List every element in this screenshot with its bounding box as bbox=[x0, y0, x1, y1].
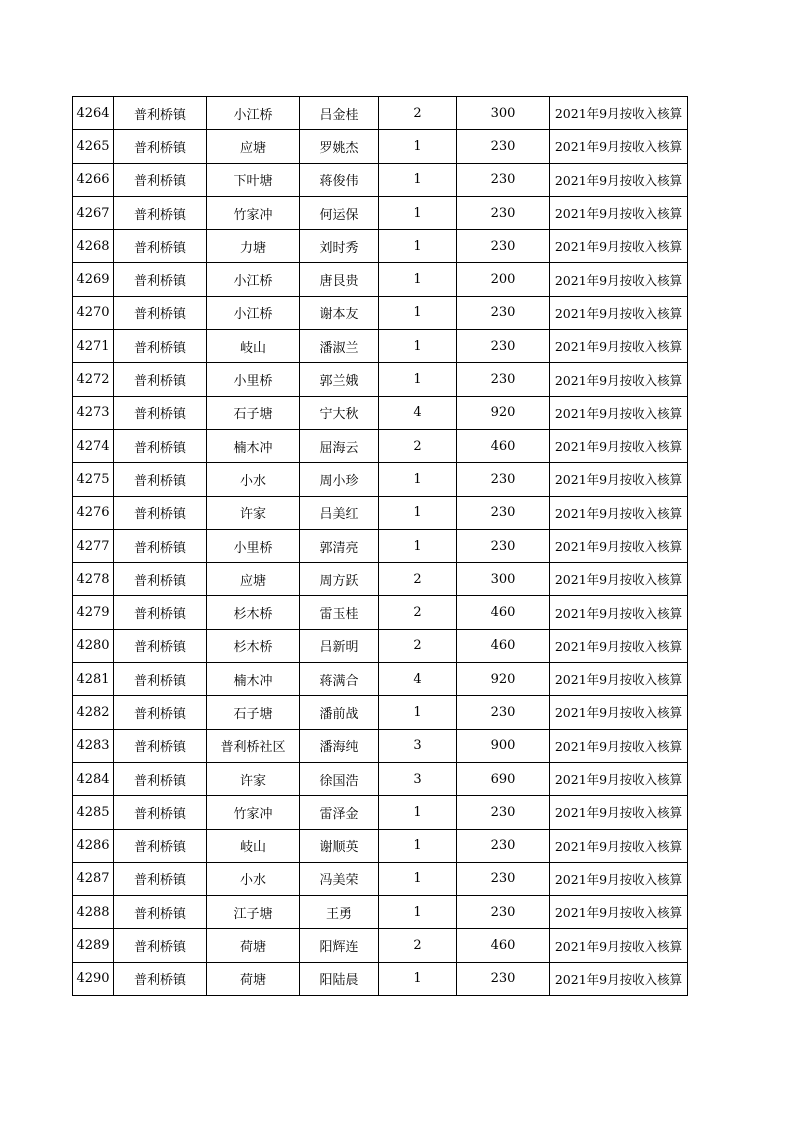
amount-cell: 230 bbox=[457, 696, 550, 729]
row-number-cell: 4279 bbox=[73, 596, 114, 629]
town-cell: 普利桥镇 bbox=[114, 663, 207, 696]
village-cell: 小水 bbox=[207, 463, 300, 496]
note-cell: 2021年9月按收入核算 bbox=[550, 296, 688, 329]
table-row bbox=[73, 962, 688, 995]
name-cell: 冯美荣 bbox=[300, 862, 379, 895]
amount-cell: 460 bbox=[457, 629, 550, 662]
household-count-cell: 1 bbox=[379, 363, 457, 396]
note-cell: 2021年9月按收入核算 bbox=[550, 496, 688, 529]
town-cell: 普利桥镇 bbox=[114, 962, 207, 995]
note-cell: 2021年9月按收入核算 bbox=[550, 529, 688, 562]
name-cell: 吕新明 bbox=[300, 629, 379, 662]
row-number-cell: 4273 bbox=[73, 396, 114, 429]
household-count-cell: 1 bbox=[379, 463, 457, 496]
amount-cell: 230 bbox=[457, 829, 550, 862]
table-row bbox=[73, 862, 688, 895]
household-count-cell: 1 bbox=[379, 962, 457, 995]
household-count-cell: 2 bbox=[379, 563, 457, 596]
name-cell: 吕美红 bbox=[300, 496, 379, 529]
household-count-cell: 1 bbox=[379, 896, 457, 929]
amount-cell: 230 bbox=[457, 130, 550, 163]
name-cell: 吕金桂 bbox=[300, 97, 379, 130]
name-cell: 唐艮贵 bbox=[300, 263, 379, 296]
town-cell: 普利桥镇 bbox=[114, 896, 207, 929]
name-cell: 宁大秋 bbox=[300, 396, 379, 429]
name-cell: 潘前战 bbox=[300, 696, 379, 729]
row-number-cell: 4266 bbox=[73, 163, 114, 196]
household-count-cell: 1 bbox=[379, 529, 457, 562]
row-number-cell: 4268 bbox=[73, 230, 114, 263]
household-count-cell: 1 bbox=[379, 862, 457, 895]
amount-cell: 900 bbox=[457, 729, 550, 762]
town-cell: 普利桥镇 bbox=[114, 929, 207, 962]
row-number-cell: 4265 bbox=[73, 130, 114, 163]
row-number-cell: 4285 bbox=[73, 796, 114, 829]
amount-cell: 230 bbox=[457, 962, 550, 995]
note-cell: 2021年9月按收入核算 bbox=[550, 896, 688, 929]
row-number-cell: 4278 bbox=[73, 563, 114, 596]
row-number-cell: 4287 bbox=[73, 862, 114, 895]
amount-cell: 200 bbox=[457, 263, 550, 296]
household-count-cell: 2 bbox=[379, 629, 457, 662]
household-count-cell: 1 bbox=[379, 230, 457, 263]
name-cell: 蒋满合 bbox=[300, 663, 379, 696]
note-cell: 2021年9月按收入核算 bbox=[550, 330, 688, 363]
household-count-cell: 4 bbox=[379, 396, 457, 429]
village-cell: 岐山 bbox=[207, 829, 300, 862]
name-cell: 阳陆晨 bbox=[300, 962, 379, 995]
name-cell: 罗姚杰 bbox=[300, 130, 379, 163]
row-number-cell: 4269 bbox=[73, 263, 114, 296]
row-number-cell: 4284 bbox=[73, 762, 114, 795]
note-cell: 2021年9月按收入核算 bbox=[550, 363, 688, 396]
town-cell: 普利桥镇 bbox=[114, 396, 207, 429]
town-cell: 普利桥镇 bbox=[114, 330, 207, 363]
table-row bbox=[73, 563, 688, 596]
name-cell: 何运保 bbox=[300, 196, 379, 229]
amount-cell: 300 bbox=[457, 97, 550, 130]
name-cell: 徐国浩 bbox=[300, 762, 379, 795]
table-row bbox=[73, 729, 688, 762]
table-row bbox=[73, 196, 688, 229]
household-count-cell: 3 bbox=[379, 762, 457, 795]
table-row bbox=[73, 163, 688, 196]
amount-cell: 920 bbox=[457, 663, 550, 696]
amount-cell: 460 bbox=[457, 596, 550, 629]
note-cell: 2021年9月按收入核算 bbox=[550, 796, 688, 829]
village-cell: 力塘 bbox=[207, 230, 300, 263]
village-cell: 普利桥社区 bbox=[207, 729, 300, 762]
household-count-cell: 2 bbox=[379, 429, 457, 462]
name-cell: 郭兰娥 bbox=[300, 363, 379, 396]
village-cell: 应塘 bbox=[207, 563, 300, 596]
name-cell: 屈海云 bbox=[300, 429, 379, 462]
row-number-cell: 4288 bbox=[73, 896, 114, 929]
row-number-cell: 4286 bbox=[73, 829, 114, 862]
household-count-cell: 4 bbox=[379, 663, 457, 696]
note-cell: 2021年9月按收入核算 bbox=[550, 962, 688, 995]
note-cell: 2021年9月按收入核算 bbox=[550, 230, 688, 263]
table-row bbox=[73, 629, 688, 662]
household-count-cell: 1 bbox=[379, 829, 457, 862]
row-number-cell: 4290 bbox=[73, 962, 114, 995]
town-cell: 普利桥镇 bbox=[114, 796, 207, 829]
household-count-cell: 2 bbox=[379, 596, 457, 629]
row-number-cell: 4270 bbox=[73, 296, 114, 329]
amount-cell: 690 bbox=[457, 762, 550, 795]
town-cell: 普利桥镇 bbox=[114, 729, 207, 762]
village-cell: 杉木桥 bbox=[207, 596, 300, 629]
village-cell: 江子塘 bbox=[207, 896, 300, 929]
row-number-cell: 4264 bbox=[73, 97, 114, 130]
amount-cell: 230 bbox=[457, 862, 550, 895]
town-cell: 普利桥镇 bbox=[114, 97, 207, 130]
amount-cell: 230 bbox=[457, 330, 550, 363]
table-row bbox=[73, 296, 688, 329]
household-count-cell: 2 bbox=[379, 929, 457, 962]
village-cell: 小江桥 bbox=[207, 296, 300, 329]
amount-cell: 300 bbox=[457, 563, 550, 596]
name-cell: 周方跃 bbox=[300, 563, 379, 596]
amount-cell: 230 bbox=[457, 196, 550, 229]
note-cell: 2021年9月按收入核算 bbox=[550, 130, 688, 163]
table-row bbox=[73, 230, 688, 263]
row-number-cell: 4267 bbox=[73, 196, 114, 229]
town-cell: 普利桥镇 bbox=[114, 230, 207, 263]
household-count-cell: 1 bbox=[379, 696, 457, 729]
note-cell: 2021年9月按收入核算 bbox=[550, 862, 688, 895]
name-cell: 雷泽金 bbox=[300, 796, 379, 829]
town-cell: 普利桥镇 bbox=[114, 696, 207, 729]
note-cell: 2021年9月按收入核算 bbox=[550, 196, 688, 229]
name-cell: 阳辉连 bbox=[300, 929, 379, 962]
row-number-cell: 4280 bbox=[73, 629, 114, 662]
table-row bbox=[73, 330, 688, 363]
village-cell: 石子塘 bbox=[207, 696, 300, 729]
table-row bbox=[73, 529, 688, 562]
village-cell: 小江桥 bbox=[207, 97, 300, 130]
name-cell: 周小珍 bbox=[300, 463, 379, 496]
table-row bbox=[73, 929, 688, 962]
row-number-cell: 4283 bbox=[73, 729, 114, 762]
household-count-cell: 2 bbox=[379, 97, 457, 130]
name-cell: 潘海纯 bbox=[300, 729, 379, 762]
village-cell: 许家 bbox=[207, 496, 300, 529]
note-cell: 2021年9月按收入核算 bbox=[550, 729, 688, 762]
amount-cell: 230 bbox=[457, 230, 550, 263]
household-count-cell: 1 bbox=[379, 796, 457, 829]
town-cell: 普利桥镇 bbox=[114, 130, 207, 163]
household-count-cell: 1 bbox=[379, 496, 457, 529]
amount-cell: 460 bbox=[457, 429, 550, 462]
row-number-cell: 4282 bbox=[73, 696, 114, 729]
village-cell: 楠木冲 bbox=[207, 429, 300, 462]
row-number-cell: 4289 bbox=[73, 929, 114, 962]
amount-cell: 230 bbox=[457, 496, 550, 529]
amount-cell: 230 bbox=[457, 296, 550, 329]
note-cell: 2021年9月按收入核算 bbox=[550, 596, 688, 629]
town-cell: 普利桥镇 bbox=[114, 196, 207, 229]
table-row bbox=[73, 463, 688, 496]
row-number-cell: 4275 bbox=[73, 463, 114, 496]
village-cell: 小里桥 bbox=[207, 363, 300, 396]
name-cell: 雷玉桂 bbox=[300, 596, 379, 629]
name-cell: 谢顺英 bbox=[300, 829, 379, 862]
row-number-cell: 4277 bbox=[73, 529, 114, 562]
table-row bbox=[73, 263, 688, 296]
village-cell: 楠木冲 bbox=[207, 663, 300, 696]
note-cell: 2021年9月按收入核算 bbox=[550, 463, 688, 496]
table-row bbox=[73, 896, 688, 929]
town-cell: 普利桥镇 bbox=[114, 762, 207, 795]
name-cell: 蒋俊伟 bbox=[300, 163, 379, 196]
note-cell: 2021年9月按收入核算 bbox=[550, 429, 688, 462]
note-cell: 2021年9月按收入核算 bbox=[550, 97, 688, 130]
village-cell: 杉木桥 bbox=[207, 629, 300, 662]
village-cell: 岐山 bbox=[207, 330, 300, 363]
village-cell: 石子塘 bbox=[207, 396, 300, 429]
village-cell: 荷塘 bbox=[207, 929, 300, 962]
note-cell: 2021年9月按收入核算 bbox=[550, 263, 688, 296]
table-row bbox=[73, 829, 688, 862]
amount-cell: 230 bbox=[457, 463, 550, 496]
amount-cell: 230 bbox=[457, 529, 550, 562]
row-number-cell: 4281 bbox=[73, 663, 114, 696]
table-row bbox=[73, 130, 688, 163]
village-cell: 竹家冲 bbox=[207, 796, 300, 829]
village-cell: 应塘 bbox=[207, 130, 300, 163]
town-cell: 普利桥镇 bbox=[114, 563, 207, 596]
amount-cell: 920 bbox=[457, 396, 550, 429]
table-row bbox=[73, 663, 688, 696]
table-row bbox=[73, 762, 688, 795]
data-table bbox=[72, 96, 688, 996]
town-cell: 普利桥镇 bbox=[114, 529, 207, 562]
table-row bbox=[73, 696, 688, 729]
household-count-cell: 1 bbox=[379, 130, 457, 163]
name-cell: 刘时秀 bbox=[300, 230, 379, 263]
amount-cell: 460 bbox=[457, 929, 550, 962]
household-count-cell: 3 bbox=[379, 729, 457, 762]
row-number-cell: 4271 bbox=[73, 330, 114, 363]
town-cell: 普利桥镇 bbox=[114, 829, 207, 862]
name-cell: 王勇 bbox=[300, 896, 379, 929]
amount-cell: 230 bbox=[457, 896, 550, 929]
town-cell: 普利桥镇 bbox=[114, 596, 207, 629]
town-cell: 普利桥镇 bbox=[114, 263, 207, 296]
village-cell: 荷塘 bbox=[207, 962, 300, 995]
amount-cell: 230 bbox=[457, 163, 550, 196]
name-cell: 谢本友 bbox=[300, 296, 379, 329]
village-cell: 许家 bbox=[207, 762, 300, 795]
village-cell: 小水 bbox=[207, 862, 300, 895]
table-row bbox=[73, 496, 688, 529]
note-cell: 2021年9月按收入核算 bbox=[550, 563, 688, 596]
note-cell: 2021年9月按收入核算 bbox=[550, 696, 688, 729]
town-cell: 普利桥镇 bbox=[114, 429, 207, 462]
note-cell: 2021年9月按收入核算 bbox=[550, 629, 688, 662]
town-cell: 普利桥镇 bbox=[114, 862, 207, 895]
household-count-cell: 1 bbox=[379, 296, 457, 329]
table-body bbox=[73, 97, 688, 996]
note-cell: 2021年9月按收入核算 bbox=[550, 829, 688, 862]
town-cell: 普利桥镇 bbox=[114, 363, 207, 396]
town-cell: 普利桥镇 bbox=[114, 163, 207, 196]
table-row bbox=[73, 596, 688, 629]
amount-cell: 230 bbox=[457, 796, 550, 829]
note-cell: 2021年9月按收入核算 bbox=[550, 396, 688, 429]
town-cell: 普利桥镇 bbox=[114, 496, 207, 529]
village-cell: 小里桥 bbox=[207, 529, 300, 562]
village-cell: 小江桥 bbox=[207, 263, 300, 296]
note-cell: 2021年9月按收入核算 bbox=[550, 929, 688, 962]
name-cell: 郭清亮 bbox=[300, 529, 379, 562]
village-cell: 竹家冲 bbox=[207, 196, 300, 229]
table-row bbox=[73, 396, 688, 429]
household-count-cell: 1 bbox=[379, 196, 457, 229]
household-count-cell: 1 bbox=[379, 330, 457, 363]
town-cell: 普利桥镇 bbox=[114, 463, 207, 496]
row-number-cell: 4274 bbox=[73, 429, 114, 462]
village-cell: 下叶塘 bbox=[207, 163, 300, 196]
household-count-cell: 1 bbox=[379, 163, 457, 196]
note-cell: 2021年9月按收入核算 bbox=[550, 163, 688, 196]
row-number-cell: 4272 bbox=[73, 363, 114, 396]
table-row bbox=[73, 363, 688, 396]
table-row bbox=[73, 796, 688, 829]
note-cell: 2021年9月按收入核算 bbox=[550, 663, 688, 696]
table-row bbox=[73, 429, 688, 462]
name-cell: 潘淑兰 bbox=[300, 330, 379, 363]
amount-cell: 230 bbox=[457, 363, 550, 396]
table-row bbox=[73, 97, 688, 130]
household-count-cell: 1 bbox=[379, 263, 457, 296]
note-cell: 2021年9月按收入核算 bbox=[550, 762, 688, 795]
row-number-cell: 4276 bbox=[73, 496, 114, 529]
town-cell: 普利桥镇 bbox=[114, 296, 207, 329]
town-cell: 普利桥镇 bbox=[114, 629, 207, 662]
